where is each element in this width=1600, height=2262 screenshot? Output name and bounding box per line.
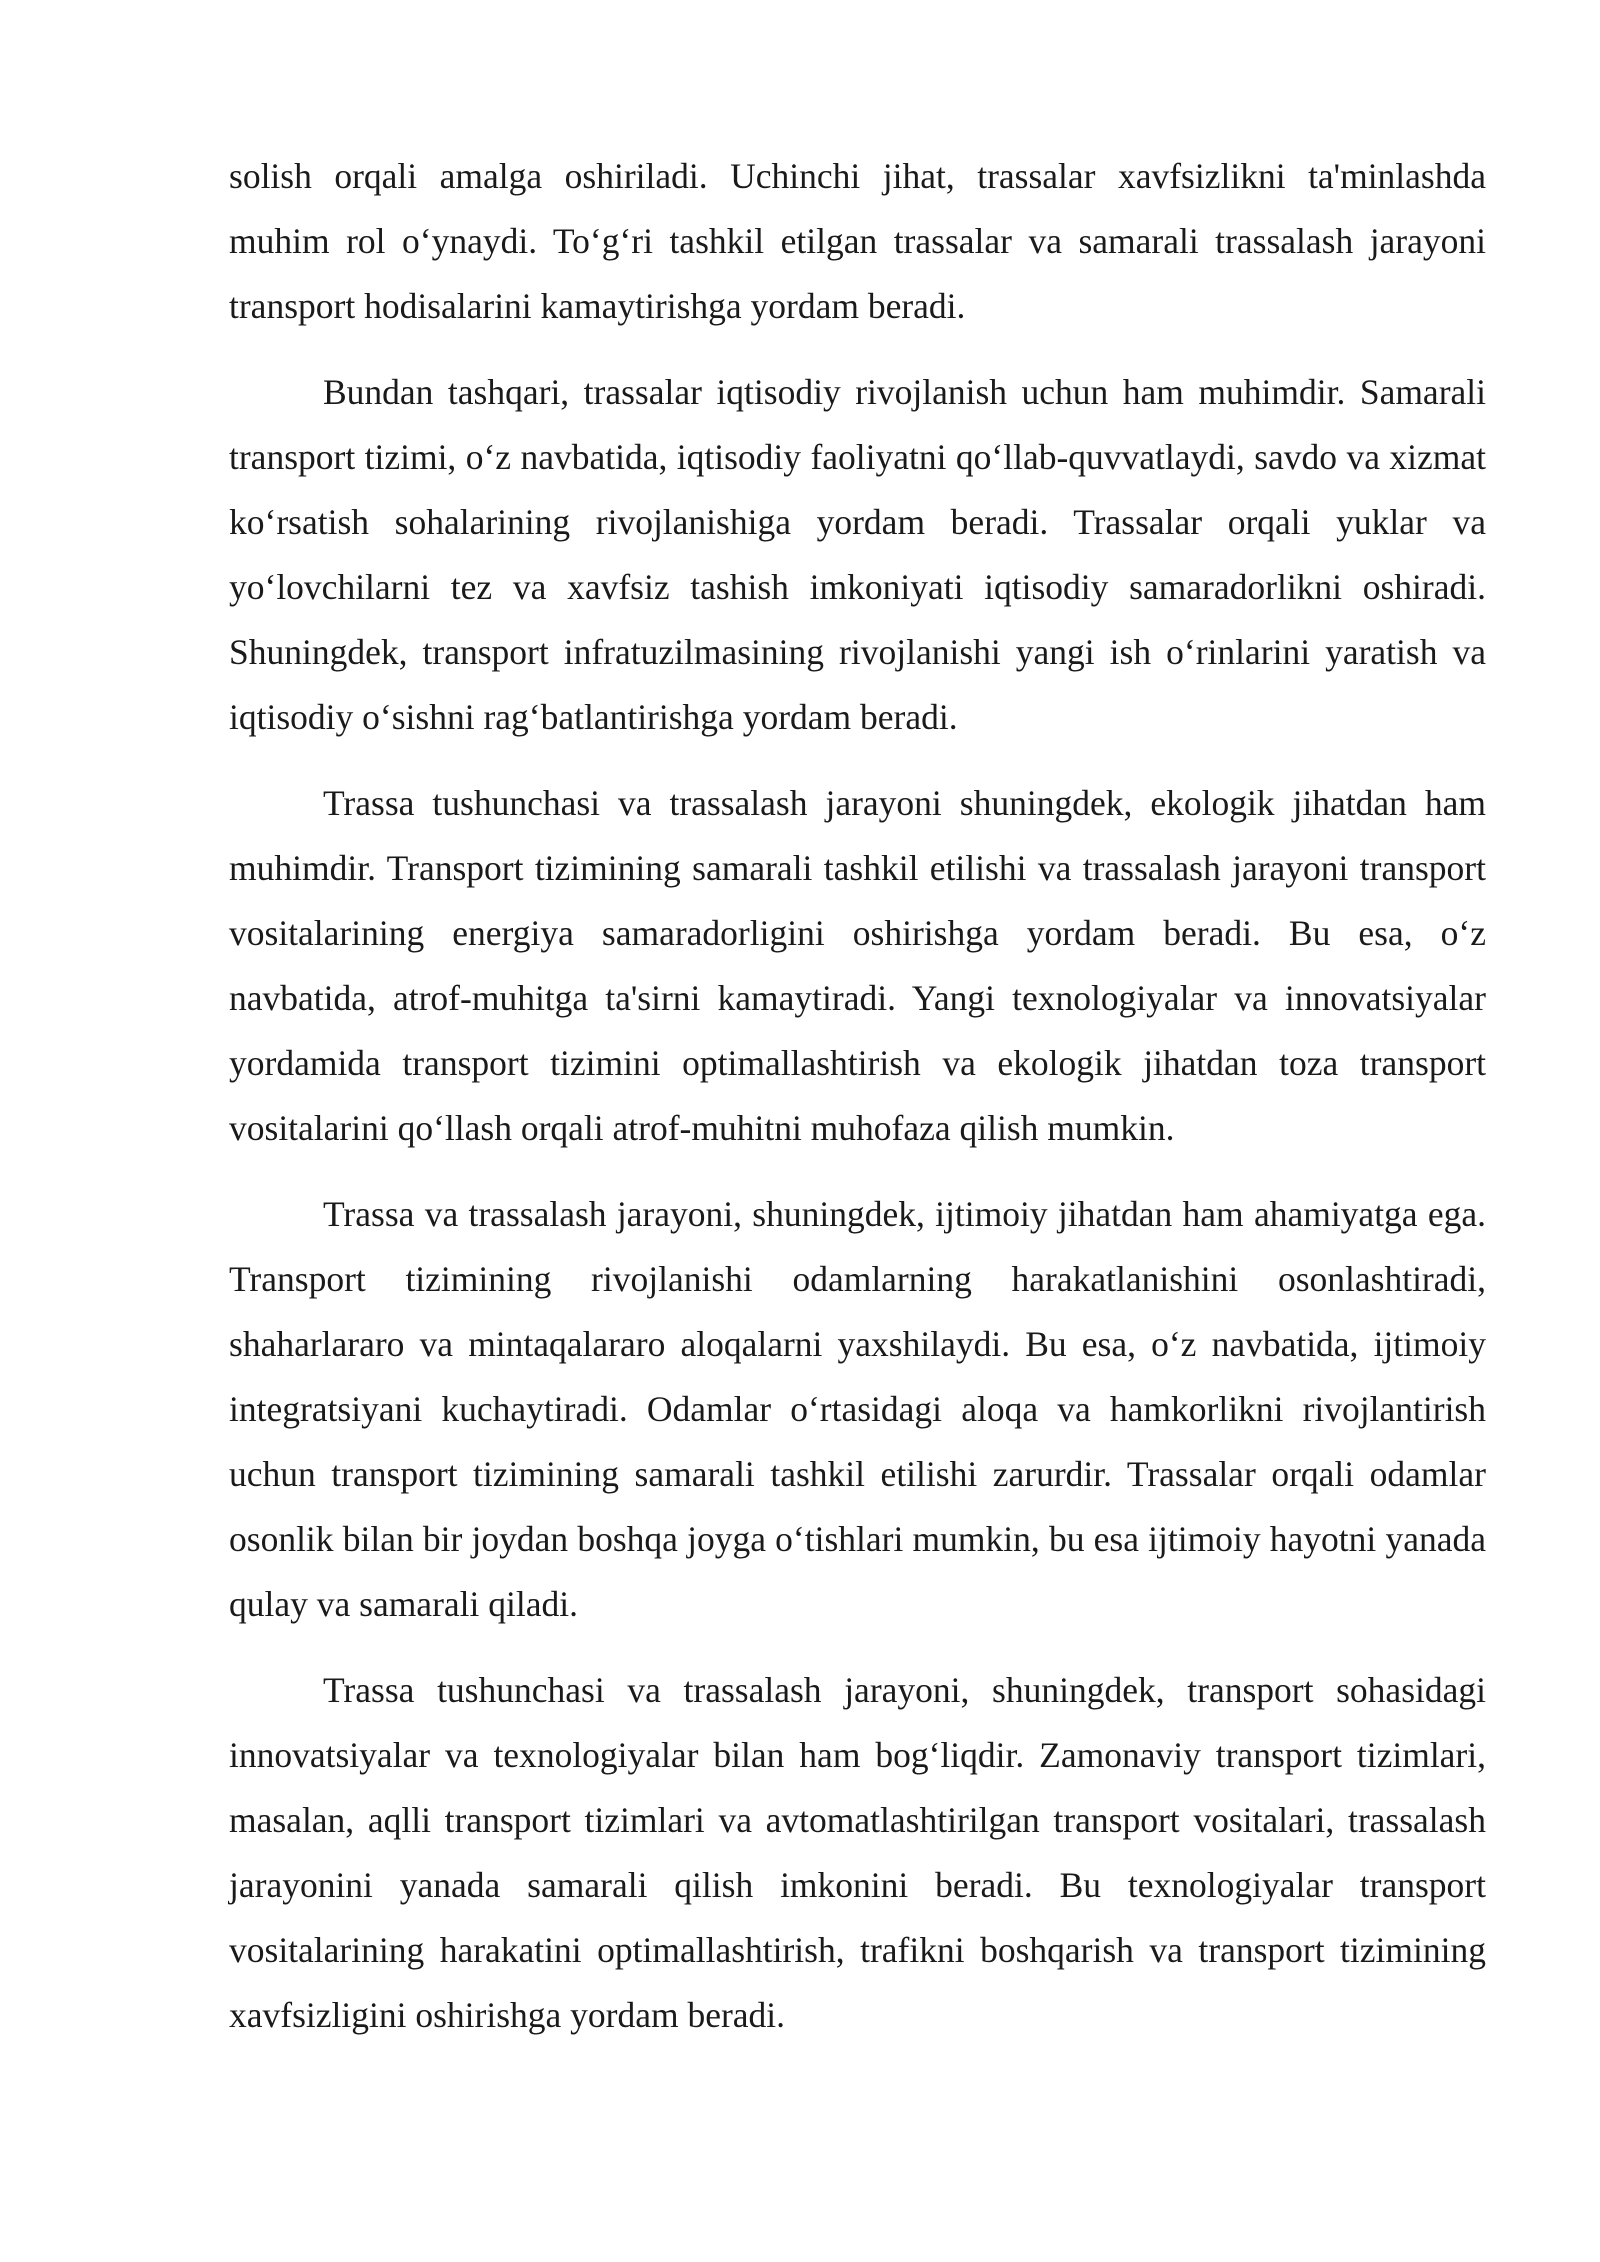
paragraph-5: Trassa tushunchasi va trassalash jarayoni, shuningdek, transport sohasidagi innovatsiyalar va texnologiyalar bilan ham bog‘liqdir. Zamonaviy transport tizimlari, masalan, aqlli transport tizimlari va avtomatlashtirilgan transport vositalari, trassalash jarayonini yanada samarali qilish imkonini beradi. Bu texnologiyalar transport vositalarining harakatini optimallashtirish, trafikni boshqarish va transport tizimining xavfsizligini oshirishga yordam beradi.	[229, 1670, 1486, 2035]
document-body	[229, 144, 1486, 2069]
paragraph-4: Trassa va trassalash jarayoni, shuningdek, ijtimoiy jihatdan ham ahamiyatga ega. Transport tizimining rivojlanishi odamlarning harakatlanishini osonlashtiradi, shaharlararo va mintaqalararo aloqalarni yaxshilaydi. Bu esa, o‘z navbatida, ijtimoiy integratsiyani kuchaytiradi. Odamlar o‘rtasidagi aloqa va hamkorlikni rivojlantirish uchun transport tizimining samarali tashkil etilishi zarurdir. Trassalar orqali odamlar osonlik bilan bir joydan boshqa joyga o‘tishlari mumkin, bu esa ijtimoiy hayotni yanada qulay va samarali qiladi.	[229, 1194, 1486, 1624]
paragraph-3: Trassa tushunchasi va trassalash jarayoni shuningdek, ekologik jihatdan ham muhimdir. Transport tizimining samarali tashkil etilishi va trassalash jarayoni transport vositalarining energiya samaradorligini oshirishga yordam beradi. Bu esa, o‘z navbatida, atrof-muhitga ta'sirni kamaytiradi. Yangi texnologiyalar va innovatsiyalar yordamida transport tizimini optimallashtirish va ekologik jihatdan toza transport vositalarini qo‘llash orqali atrof-muhitni muhofaza qilish mumkin.	[229, 783, 1486, 1148]
paragraph-1: solish orqali amalga oshiriladi. Uchinchi jihat, trassalar xavfsizlikni ta'minlashda muhim rol o‘ynaydi. To‘g‘ri tashkil etilgan trassalar va samarali trassalash jarayoni transport hodisalarini kamaytirishga yordam beradi.	[229, 156, 1486, 326]
paragraph-2: Bundan tashqari, trassalar iqtisodiy rivojlanish uchun ham muhimdir. Samarali transport tizimi, o‘z navbatida, iqtisodiy faoliyatni qo‘llab-quvvatlaydi, savdo va xizmat ko‘rsatish sohalarining rivojlanishiga yordam beradi. Trassalar orqali yuklar va yo‘lovchilarni tez va xavfsiz tashish imkoniyati iqtisodiy samaradorlikni oshiradi. Shuningdek, transport infratuzilmasining rivojlanishi yangi ish o‘rinlarini yaratish va iqtisodiy o‘sishni rag‘batlantirishga yordam beradi.	[229, 372, 1486, 737]
